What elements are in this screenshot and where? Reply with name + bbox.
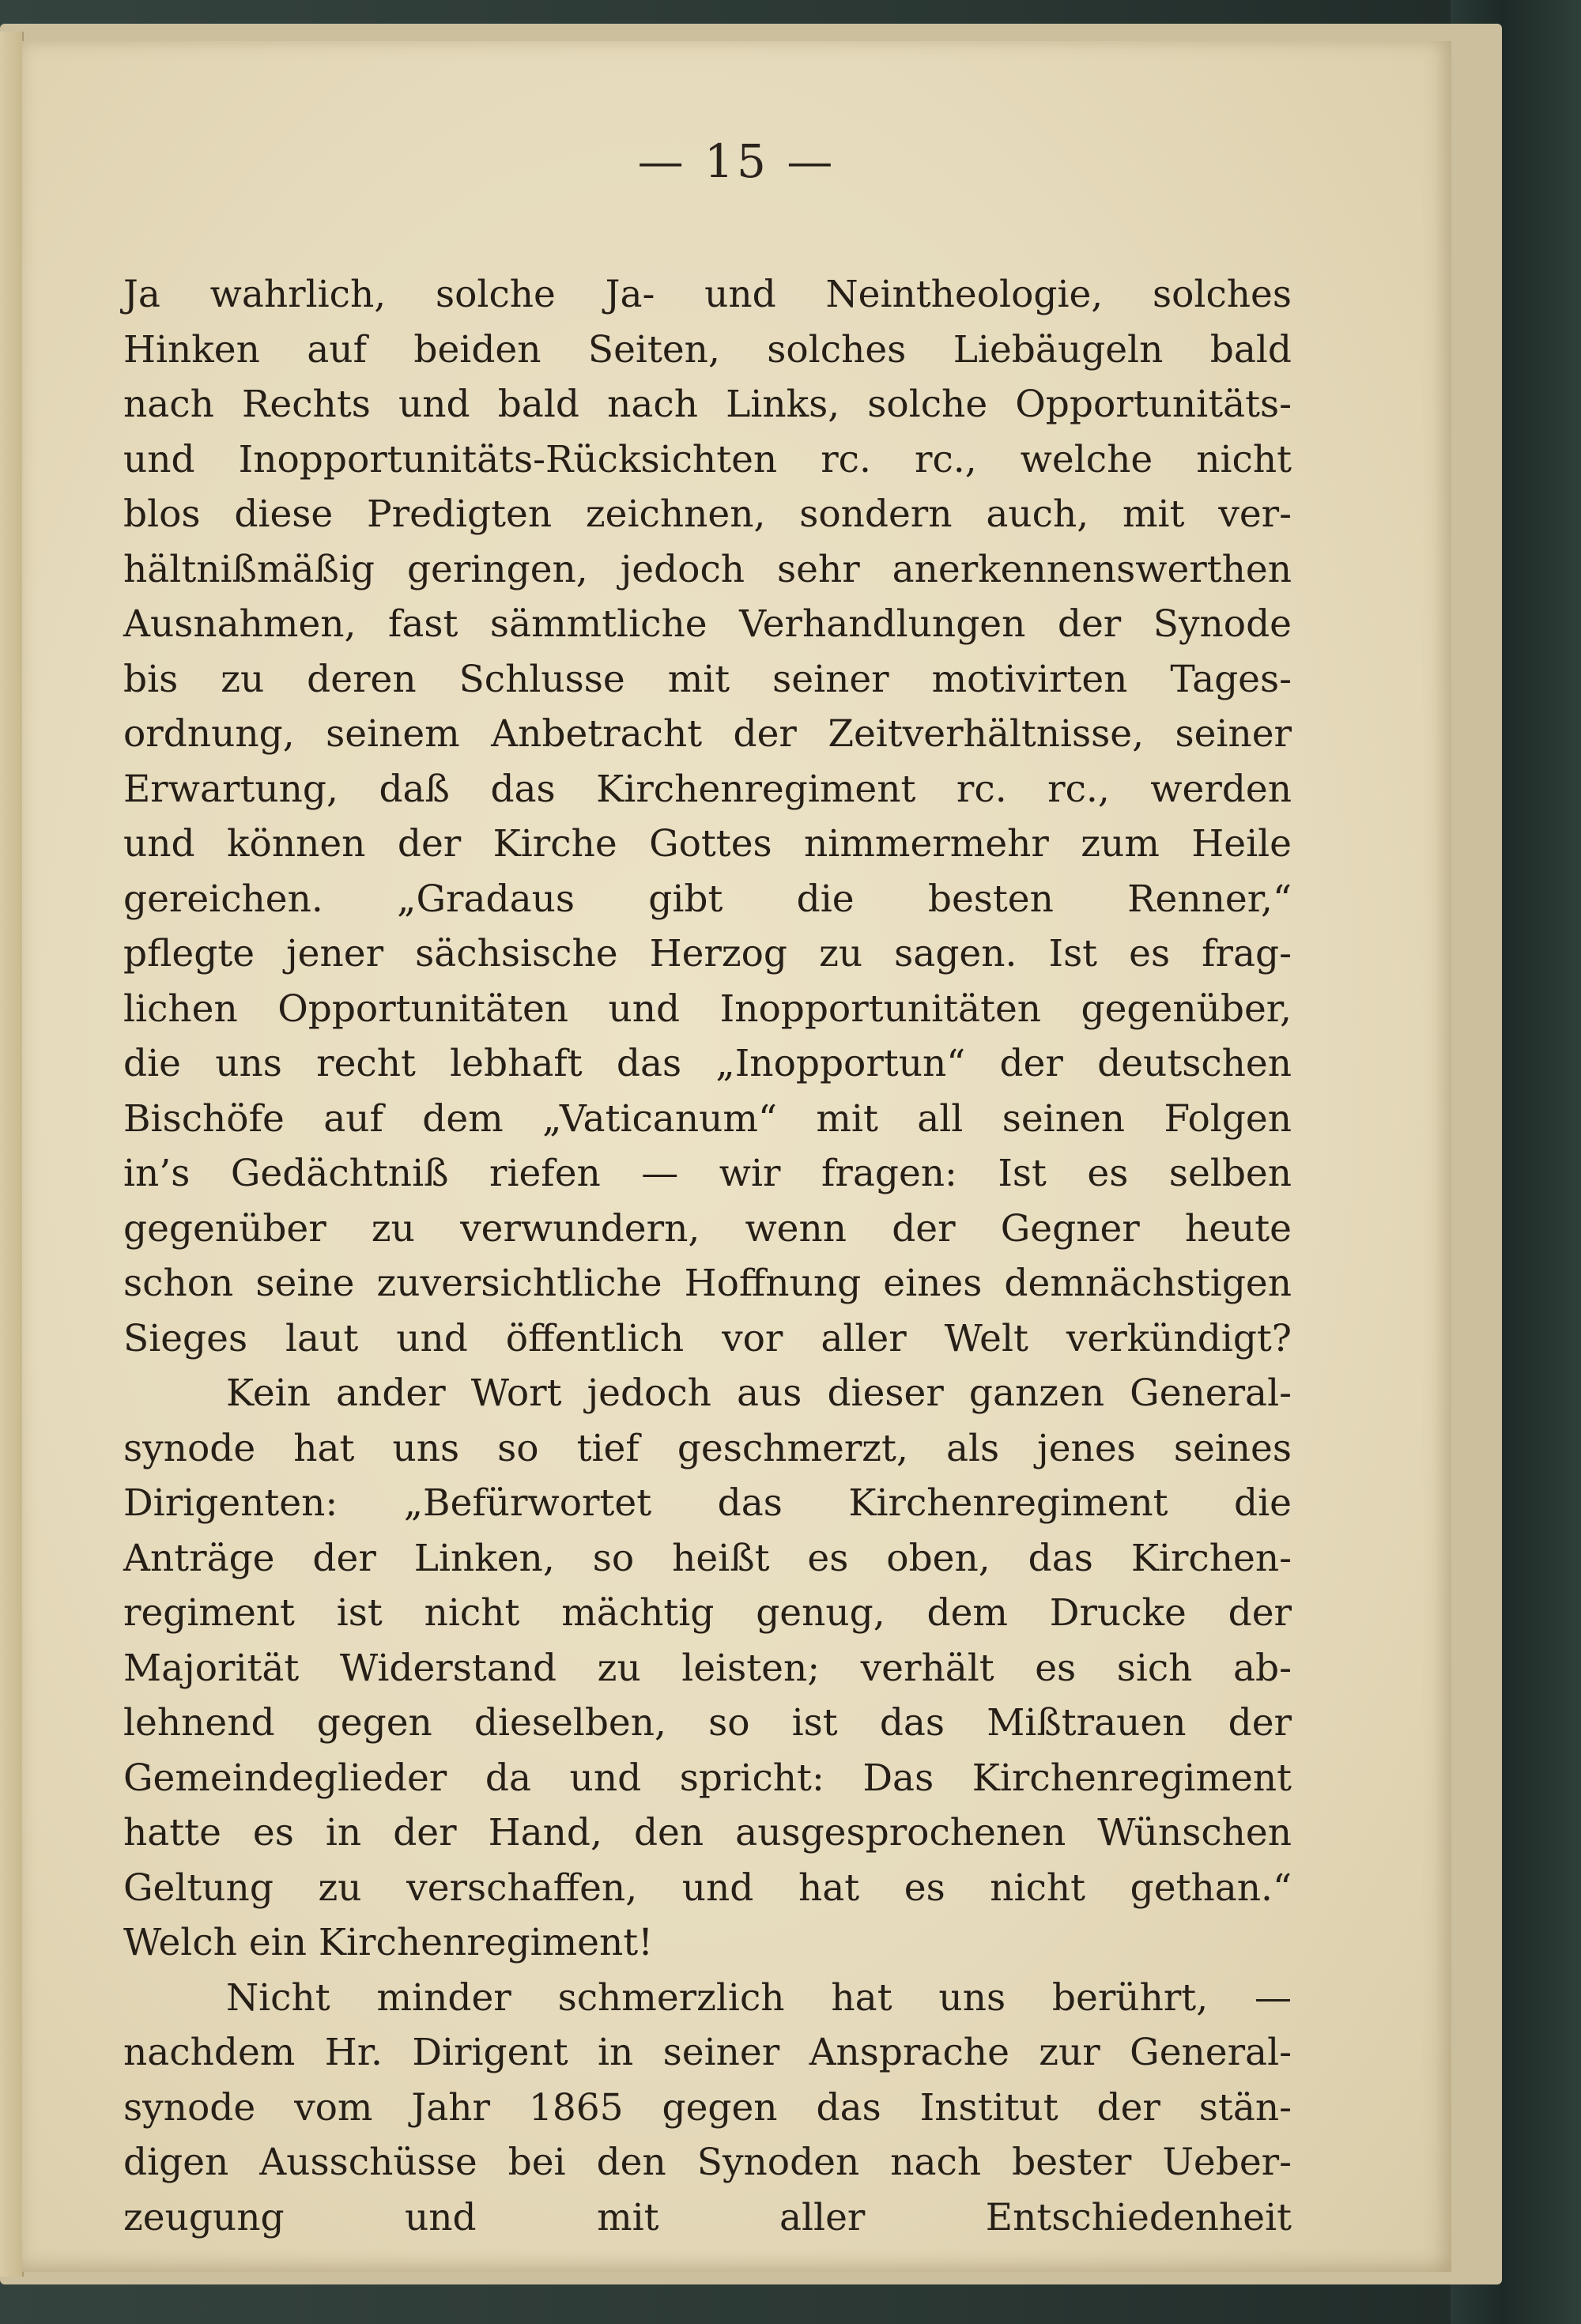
text-line: nachdem Hr. Dirigent in seiner Ansprache zur General- <box>123 2031 1292 2074</box>
text-line: synode vom Jahr 1865 gegen das Institut der stän- <box>123 2085 1292 2130</box>
text-line: Bischöfe auf dem „Vaticanum“ mit all seinen Folgen <box>123 1096 1292 1141</box>
text-line: blos diese Predigten zeichnen, sondern auch, mit ver- <box>123 492 1292 536</box>
text-line: hatte es in der Hand, den ausgesprochenen Wünschen <box>123 1811 1292 1854</box>
text-line: Sieges laut und öffentlich vor aller Welt verkündigt? <box>123 1316 1292 1360</box>
text-line: lehnend gegen dieselben, so ist das Mißtrauen der <box>123 1701 1292 1745</box>
text-line: Ausnahmen, fast sämmtliche Verhandlungen der Synode <box>123 602 1292 646</box>
facing-page-edge <box>0 32 24 2277</box>
text-line: schon seine zuversichtliche Hoffnung eines demnächstigen <box>123 1262 1292 1305</box>
text-line: Kein ander Wort jedoch aus dieser ganzen General- <box>226 1371 1292 1415</box>
text-line: in’s Gedächtniß riefen — wir fragen: Ist es selben <box>123 1152 1292 1195</box>
text-line: Majorität Widerstand zu leisten; verhält es sich ab- <box>123 1646 1292 1690</box>
text-line: Dirigenten: „Befürwortet das Kirchenregiment die <box>123 1481 1292 1525</box>
book-page <box>22 41 1451 2272</box>
text-line: lichen Opportunitäten und Inopportunitäten gegenüber, <box>123 987 1292 1031</box>
text-line: Ja wahrlich, solche Ja- und Neintheologie, solches <box>123 273 1292 316</box>
text-line: zeugung und mit aller Entschiedenheit <box>123 2195 1292 2239</box>
text-line: gereichen. „Gradaus gibt die besten Renner,“ <box>123 877 1292 921</box>
text-line: Welch ein Kirchenregiment! <box>123 1921 654 1964</box>
page-number: — 15 — <box>637 134 836 188</box>
page-body <box>123 267 1292 2245</box>
text-line: gegenüber zu verwundern, wenn der Gegner heute <box>123 1206 1292 1251</box>
text-line: Gemeindeglieder da und spricht: Das Kirchenregiment <box>123 1756 1292 1800</box>
text-line: synode hat uns so tief geschmerzt, als jenes seines <box>123 1426 1292 1470</box>
text-line: hältnißmäßig geringen, jedoch sehr anerkennenswerthen <box>123 547 1292 591</box>
text-line: nach Rechts und bald nach Links, solche Opportunitäts- <box>123 383 1292 426</box>
text-line: ordnung, seinem Anbetracht der Zeitverhältnisse, seiner <box>123 712 1292 756</box>
text-line: und Inopportunitäts-Rücksichten rc. rc., welche nicht <box>123 437 1292 481</box>
text-line: digen Ausschüsse bei den Synoden nach bester Ueber- <box>123 2141 1292 2184</box>
text-line: Erwartung, daß das Kirchenregiment rc. rc., werden <box>123 767 1292 811</box>
text-line: die uns recht lebhaft das „Inopportun“ der deutschen <box>123 1042 1292 1085</box>
text-line: Anträge der Linken, so heißt es oben, das Kirchen- <box>123 1536 1292 1580</box>
text-line: und können der Kirche Gottes nimmermehr zum Heile <box>123 822 1292 866</box>
text-line: Geltung zu verschaffen, und hat es nicht gethan.“ <box>123 1866 1292 1910</box>
text-line: pflegte jener sächsische Herzog zu sagen. Ist es frag- <box>123 932 1292 975</box>
text-line: regiment ist nicht mächtig genug, dem Drucke der <box>123 1591 1292 1635</box>
text-line: Hinken auf beiden Seiten, solches Liebäugeln bald <box>123 327 1292 372</box>
text-line: bis zu deren Schlusse mit seiner motivirten Tages- <box>123 657 1292 701</box>
text-line: Nicht minder schmerzlich hat uns berührt, — <box>226 1975 1292 2020</box>
